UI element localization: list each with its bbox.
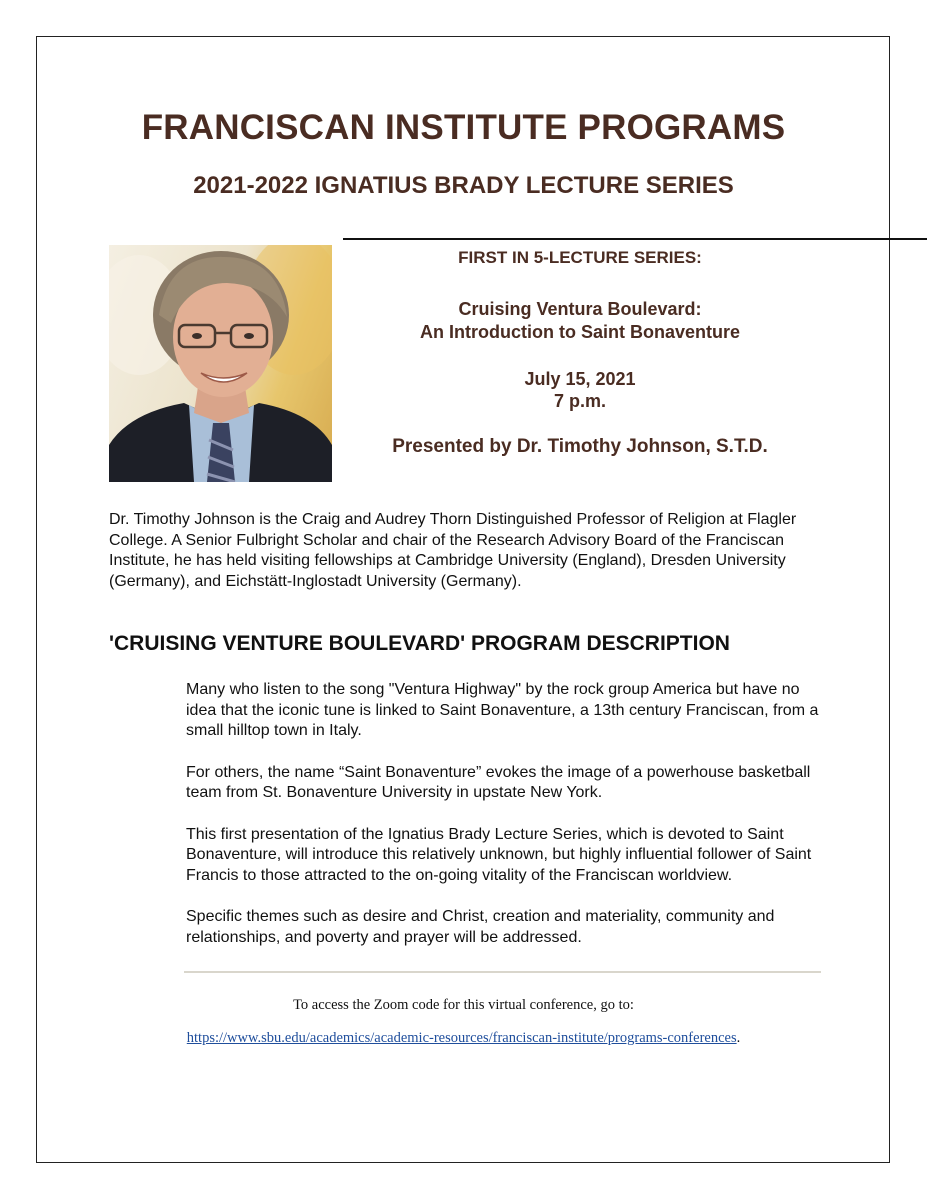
description-paragraph: This first presentation of the Ignatius Brady Lecture Series, which is devoted to Saint Bonaventure, will introduce this relatively unknown, but highly influential follower of Saint Francis to those attracted to the on-going vitality of the Franciscan worldview. xyxy=(186,825,812,884)
lecture-date: July 15, 2021 xyxy=(524,369,636,389)
header-rule xyxy=(343,238,927,240)
access-link-line xyxy=(0,1030,927,1047)
speaker-photo xyxy=(109,245,332,482)
access-instructions: To access the Zoom code for this virtual conference, go to: xyxy=(293,997,634,1013)
program-description-heading: 'CRUISING VENTURE BOULEVARD' PROGRAM DESCRIPTION xyxy=(109,632,730,655)
lecture-datetime xyxy=(340,368,820,412)
program-description xyxy=(186,680,822,969)
speaker-portrait-illustration xyxy=(109,245,332,482)
description-paragraph: For others, the name “Saint Bonaventure” evokes the image of a powerhouse basketball team from St. Bonaventure University in upstate New York. xyxy=(186,763,811,801)
series-label: FIRST IN 5-LECTURE SERIES: xyxy=(458,248,702,267)
page-border xyxy=(36,36,890,1163)
lecture-title xyxy=(340,298,820,344)
description-paragraph: Specific themes such as desire and Christ, creation and materiality, community and relationships, and poverty and prayer will be addressed. xyxy=(186,908,775,946)
lecture-title-line-1: Cruising Ventura Boulevard: xyxy=(458,299,702,319)
programs-conferences-link[interactable]: https://www.sbu.edu/academics/academic-resources/franciscan-institute/programs-conferences xyxy=(186,1030,737,1046)
presenter: Presented by Dr. Timothy Johnson, S.T.D. xyxy=(392,436,768,457)
lecture-title-line-2: An Introduction to Saint Bonaventure xyxy=(420,322,740,342)
speaker-bio: Dr. Timothy Johnson is the Craig and Audrey Thorn Distinguished Professor of Religion at Flagler College. A Senior Fulbright Scholar and chair of the Research Advisory Board of the Franciscan Institute, he has held visiting fellowships at Cambridge University (England), Dresden University (Germany), and Eichstätt-Inglostadt University (Germany). xyxy=(109,511,797,590)
page-title: FRANCISCAN INSTITUTE PROGRAMS xyxy=(141,108,786,147)
page-subtitle: 2021-2022 IGNATIUS BRADY LECTURE SERIES xyxy=(193,172,734,199)
link-suffix: . xyxy=(736,1030,741,1046)
lecture-time: 7 p.m. xyxy=(553,391,606,411)
description-divider xyxy=(184,971,821,973)
description-paragraph: Many who listen to the song "Ventura Highway" by the rock group America but have no idea that the iconic tune is linked to Saint Bonaventure, a 13th century Franciscan, from a small hilltop town in Italy. xyxy=(186,681,819,739)
